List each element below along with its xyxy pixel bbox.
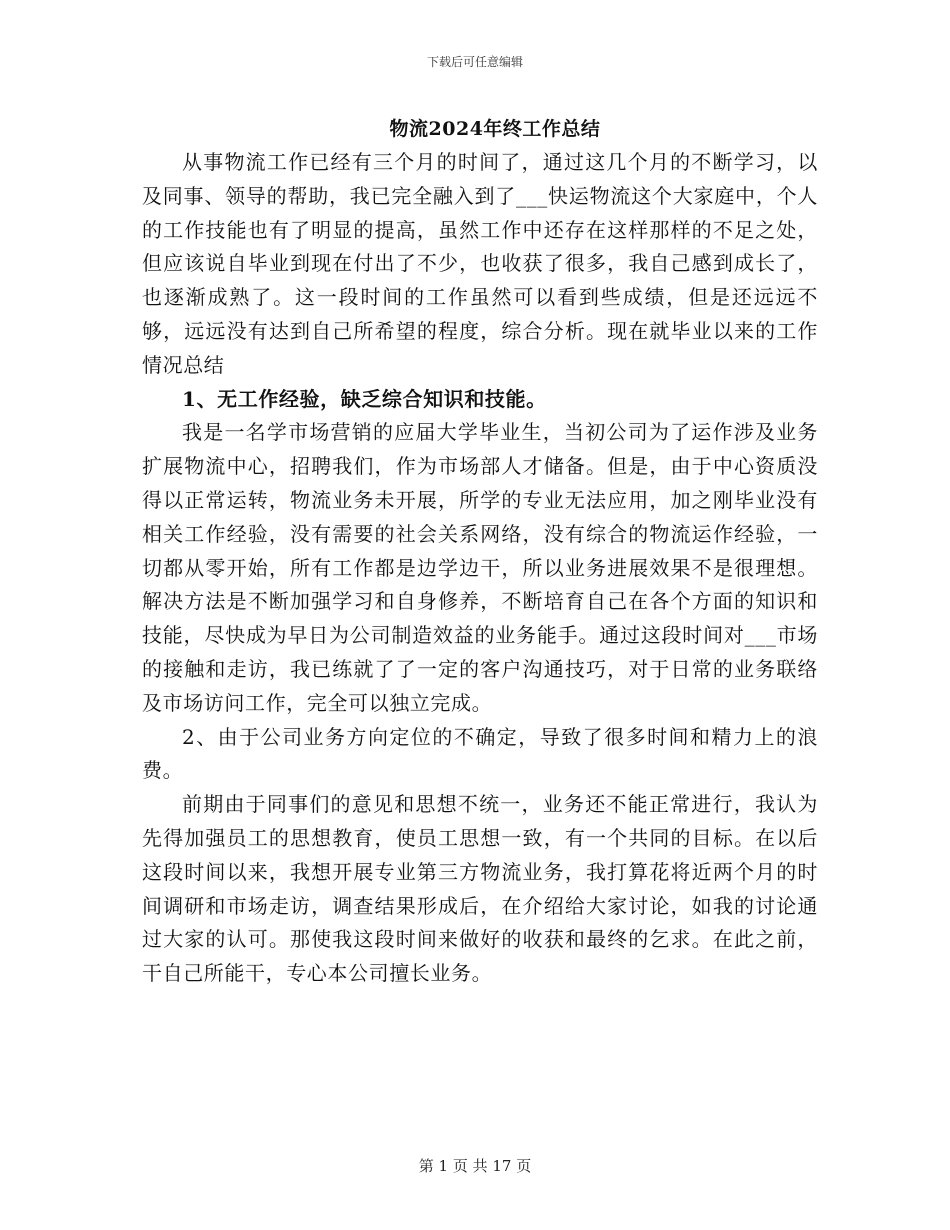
header-note: 下载后可任意编辑	[426, 55, 523, 69]
document-title: 物流2024年终工作总结	[389, 118, 601, 140]
document-body	[142, 146, 818, 991]
paragraph-section-2: 前期由于同事们的意见和思想不统一，业务还不能正常进行，我认为先得加强员工的思想教育，使员工思想一致，有一个共同的目标。在以后这段时间以来，我想开展专业第三方物流业务，我打算花将近两个月的时间调研和市场走访，调查结果形成后，在介绍给大家讨论，如我的讨论通过大家的认可。那使我这段时间来做好的收获和最终的乞求。在此之前，干自己所能干，专心本公司擅长业务。	[142, 792, 818, 986]
page-number: 第 1 页 共 17 页	[418, 1157, 532, 1175]
section-heading-1: 1、无工作经验，缺乏综合知识和技能。	[182, 386, 547, 411]
section-heading-2: 2、由于公司业务方向定位的不确定，导致了很多时间和精力上的浪费。	[142, 724, 818, 783]
paragraph-intro: 从事物流工作已经有三个月的时间了，通过这几个月的不断学习，以及同事、领导的帮助，我已完全融入到了___快运物流这个大家庭中，个人的工作技能也有了明显的提高，虽然工作中还存在这样那样的不足之处，但应该说自毕业到现在付出了不少，也收获了很多，我自己感到成长了，也逐渐成熟了。这一段时间的工作虽然可以看到些成绩，但是还远远不够，远远没有达到自己所希望的程度，综合分析。现在就毕业以来的工作情况总结	[142, 150, 818, 377]
paragraph-section-1: 我是一名学市场营销的应届大学毕业生，当初公司为了运作涉及业务扩展物流中心，招聘我们，作为市场部人才储备。但是，由于中心资质没得以正常运转，物流业务未开展，所学的专业无法应用，加之刚毕业没有相关工作经验，没有需要的社会关系网络，没有综合的物流运作经验，一切都从零开始，所有工作都是边学边干，所以业务进展效果不是很理想。解决方法是不断加强学习和自身修养，不断培育自己在各个方面的知识和技能，尽快成为早日为公司制造效益的业务能手。通过这段时间对___市场的接触和走访，我已练就了了一定的客户沟通技巧，对于日常的业务联络及市场访问工作，完全可以独立完成。	[142, 420, 818, 715]
